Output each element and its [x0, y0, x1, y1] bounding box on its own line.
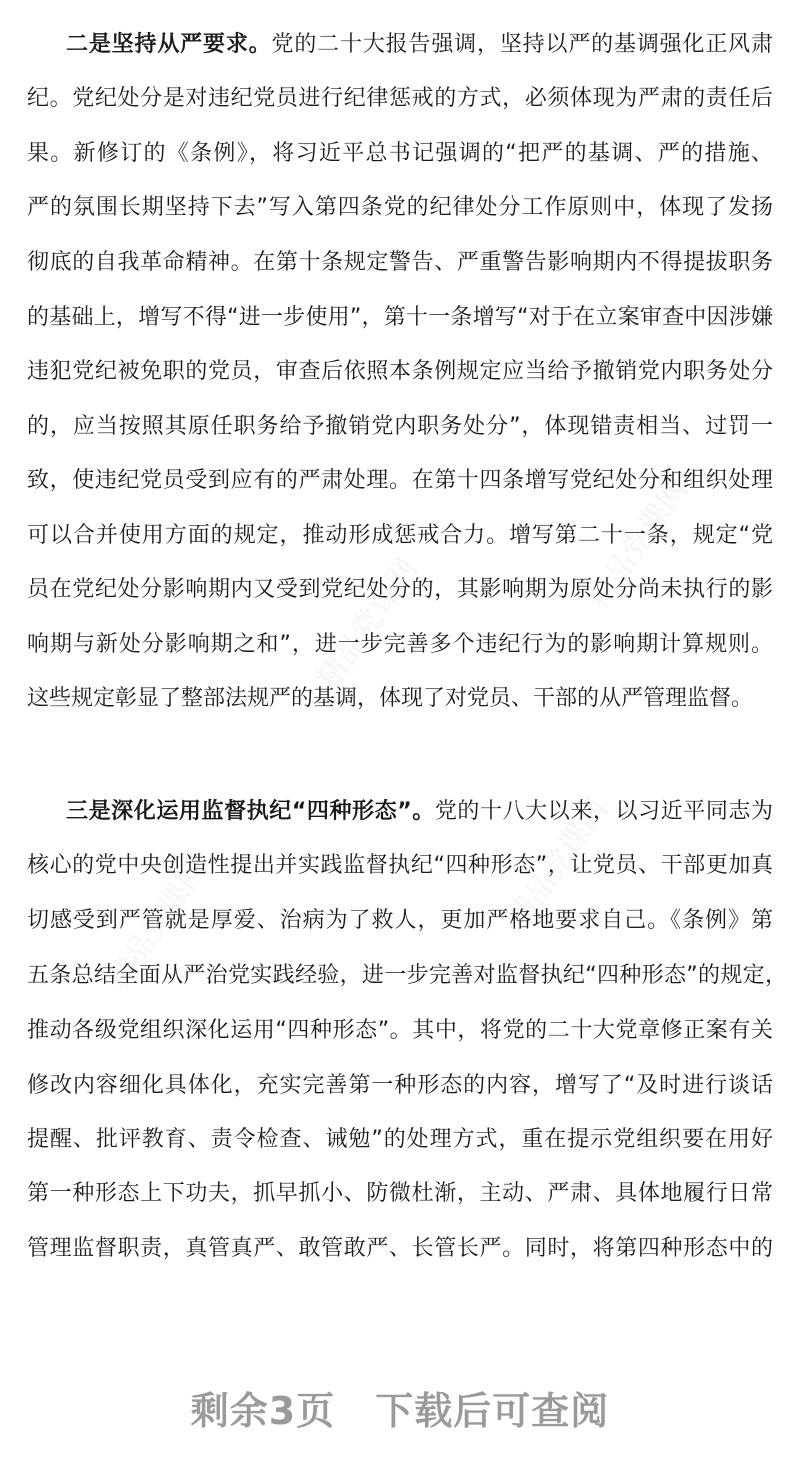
paragraph-line: 的基础上，增写不得“进一步使用”，第十一条增写“对于在立案审查中因涉嫌: [27, 305, 773, 330]
paragraph-line: 违犯党纪被免职的党员，审查后依照本条例规定应当给予撤销党内职务处分: [27, 359, 773, 384]
paragraph-line: 修改内容细化具体化，充实完善第一种形态的内容，增写了“及时进行谈话: [27, 1073, 773, 1098]
remaining-pages-label: 剩余3页: [190, 1389, 336, 1433]
paragraph-line: 第一种形态上下功夫，抓早抓小、防微杜渐，主动、严肃、具体地履行日常: [27, 1181, 773, 1206]
watermark: [304, 548, 426, 696]
paragraph-line: 可以合并使用方面的规定，推动形成惩戒合力。增写第二十一条，规定“党: [27, 523, 773, 548]
paragraph-line: 果。新修订的《条例》，将习近平总书记强调的“把严的基调、严的措施、: [27, 141, 773, 166]
paragraph-line: 三是深化运用监督执纪“四种形态”。党的十八大以来，以习近平同志为: [66, 799, 773, 824]
paragraph-line: 员在党纪处分影响期内又受到党纪处分的，其影响期为原处分尚未执行的影: [27, 577, 773, 602]
paragraph-line: 这些规定彰显了整部法规严的基调，体现了对党员、干部的从严管理监督。: [27, 686, 754, 711]
paragraph-line: 核心的党中央创造性提出并实践监督执纪“四种形态”，让党员、干部更加真: [27, 853, 773, 878]
paragraph-line: 纪。党纪处分是对违纪党员进行纪律惩戒的方式，必须体现为严肃的责任后: [27, 86, 773, 111]
paragraph-line: 响期与新处分影响期之和”，进一步完善多个违纪行为的影响期计算规则。: [27, 632, 773, 657]
paragraph-line: 彻底的自我革命精神。在第十条规定警告、严重警告影响期内不得提拔职务: [27, 250, 773, 275]
paragraph-line: 切感受到严管就是厚爱、治病为了救人，更加严格地要求自己。《条例》第: [27, 908, 773, 933]
paragraph-line: 提醒、批评教育、责令检查、诫勉”的处理方式，重在提示党组织要在用好: [27, 1127, 773, 1152]
paragraph-lead: 二是坚持从严要求。: [66, 32, 272, 57]
paragraph-lead: 三是深化运用监督执纪“四种形态”。: [66, 799, 435, 824]
paragraph-line: 的，应当按照其原任职务给予撤销党内职务处分”，体现错责相当、过罚一: [27, 414, 773, 439]
paragraph-line: 管理监督职责，真管真严、敢管敢严、长管长严。同时，将第四种形态中的: [27, 1236, 773, 1261]
paragraph-line: 推动各级党组织深化运用“四种形态”。其中，将党的二十大党章修正案有关: [27, 1018, 773, 1043]
paragraph-line: 严的氛围长期坚持下去”写入第四条党的纪律处分工作原则中，体现了发扬: [27, 195, 773, 220]
paragraph-line: 五条总结全面从严治党实践经验，进一步完善对监督执纪“四种形态”的规定，: [27, 963, 787, 988]
download-to-view-label[interactable]: 下载后可查阅: [375, 1389, 610, 1433]
paragraph-line: 二是坚持从严要求。党的二十大报告强调，坚持以严的基调强化正风肃: [66, 32, 773, 57]
paragraph-line: 致，使违纪党员受到应有的严肃处理。在第十四条增写党纪处分和组织处理: [27, 468, 773, 493]
download-prompt[interactable]: [0, 1380, 800, 1435]
